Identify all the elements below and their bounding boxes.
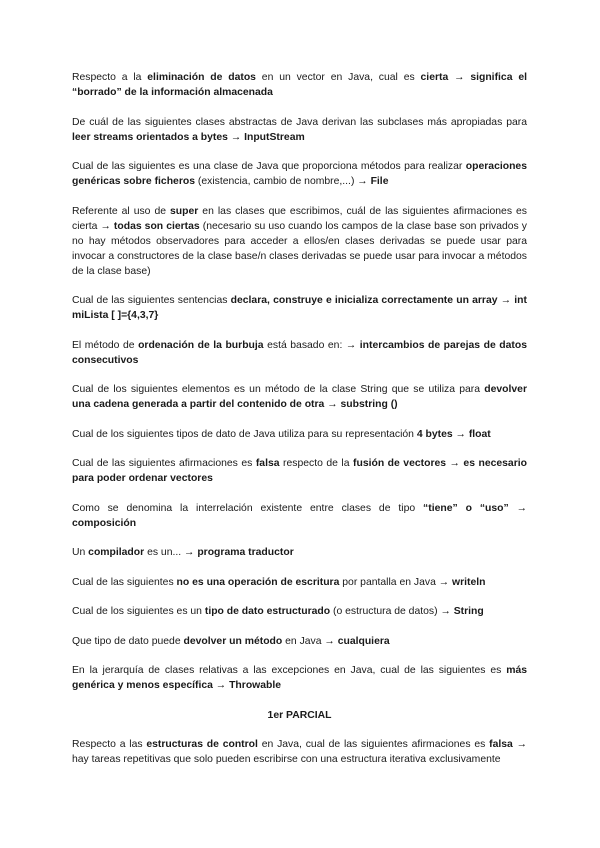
bold-text: → programa traductor: [184, 547, 294, 558]
bold-text: super: [170, 205, 199, 217]
question-list-2: [72, 737, 527, 767]
text-run: es un...: [144, 547, 185, 558]
bold-text: → File: [357, 176, 389, 187]
bold-text: fusión de vectores → es necesario para poder ordenar vectores: [72, 458, 527, 484]
bold-text: cierta → significa el “borrado” de la información almacenada: [72, 72, 527, 98]
bold-text: más genérica y menos específica → Throwable: [72, 665, 527, 691]
document-page: [72, 70, 527, 781]
bold-text: no es una operación de escritura: [176, 576, 340, 588]
text-run: →: [508, 502, 527, 514]
text-run: Cual de las siguientes: [72, 576, 177, 588]
question-list: [72, 70, 527, 693]
text-run: El método de: [72, 339, 139, 351]
bold-text: devolver una cadena generada a partir del contenido de otra → substring (): [72, 384, 527, 410]
text-run: Cual de las siguientes es una clase de Java que proporciona métodos para realizar: [72, 161, 466, 172]
question-13: [72, 604, 527, 619]
text-run: Cual de los siguientes elementos es un método de la clase String que se utiliza para: [72, 384, 485, 395]
bold-text: composición: [72, 517, 137, 529]
text-run: Que tipo de dato puede: [72, 635, 184, 647]
text-run: Cual de las siguientes sentencias: [72, 295, 231, 306]
text-run: Referente al uso de: [72, 205, 171, 217]
question-5: [72, 293, 527, 323]
text-run: Respecto a la: [72, 72, 148, 83]
text-run: Cual de los siguientes tipos de dato de Java utiliza para su representación: [72, 428, 417, 440]
text-run: está basado en:: [263, 339, 346, 351]
bold-text: “tiene” o “uso”: [423, 502, 509, 514]
bold-text: → String: [440, 606, 484, 617]
question-6: [72, 338, 527, 368]
bold-text: 4 bytes → float: [416, 428, 491, 440]
question-2: [72, 115, 527, 145]
text-run: Cual de las siguientes afirmaciones es: [72, 458, 256, 469]
question-11: [72, 545, 527, 560]
question-3: [72, 159, 527, 189]
bold-text: → todas son ciertas: [100, 220, 200, 232]
text-run: respecto de la: [279, 458, 354, 469]
question-7: [72, 382, 527, 412]
bold-text: → cualquiera: [324, 635, 390, 647]
text-run: (necesario su uso cuando los campos de la clase base son privados y no hay métodos observadores para acceder a ellos/en clases derivadas se puede usar para invocar a constructores de la clase base/n clases derivadas se puede usar para invocar a métodos de la clase base): [72, 220, 527, 277]
question-15: [72, 663, 527, 693]
text-run: Como se denomina la interrelación existente entre clases de tipo: [72, 502, 424, 514]
text-run: en Java, cual de las siguientes afirmaciones es: [257, 738, 490, 750]
text-run: por pantalla en Java: [339, 576, 439, 588]
question-9: [72, 456, 527, 486]
bold-text: devolver un método: [183, 635, 283, 647]
bold-text: ordenación de la burbuja: [138, 339, 264, 351]
bold-text: falsa: [255, 458, 280, 469]
question-12: [72, 575, 527, 590]
bold-text: declara, construye e inicializa correctamente un array → int miLista [ ]={4,3,7}: [72, 295, 527, 321]
parcial-question-1: [72, 737, 527, 767]
bold-text: tipo de dato estructurado: [204, 606, 331, 617]
bold-text: leer streams orientados a bytes → InputStream: [72, 131, 305, 143]
question-10: [72, 501, 527, 531]
text-run: Un: [72, 547, 89, 558]
question-14: [72, 634, 527, 649]
text-run: en Java: [282, 635, 325, 647]
bold-text: eliminación de datos: [147, 72, 256, 83]
text-run: En la jerarquía de clases relativas a las excepciones en Java, cual de las siguientes es: [72, 665, 507, 676]
text-run: (o estructura de datos): [330, 606, 441, 617]
text-run: (existencia, cambio de nombre,...): [195, 176, 358, 187]
bold-text: compilador: [88, 547, 145, 558]
bold-text: falsa: [489, 738, 513, 750]
text-run: en un vector en Java, cual es: [255, 72, 421, 83]
bold-text: → writeln: [438, 576, 486, 588]
bold-text: estructuras de control: [146, 738, 258, 750]
section-heading: 1er PARCIAL: [267, 709, 332, 721]
text-run: Respecto a las: [72, 738, 147, 750]
text-run: De cuál de las siguientes clases abstractas de Java derivan las subclases más apropiadas para: [72, 116, 527, 128]
text-run: → hay tareas repetitivas que solo pueden escribirse con una estructura iterativa exclusivamente: [72, 738, 527, 765]
question-1: [72, 70, 527, 100]
text-run: en las clases que escribimos, cuál de las siguientes afirmaciones es cierta: [72, 205, 527, 232]
question-4: [72, 204, 527, 279]
bold-text: → intercambios de parejas de datos consecutivos: [72, 339, 527, 366]
bold-text: operaciones genéricas sobre ficheros: [72, 161, 527, 187]
text-run: Cual de los siguientes es un: [72, 606, 205, 617]
question-8: [72, 427, 527, 442]
